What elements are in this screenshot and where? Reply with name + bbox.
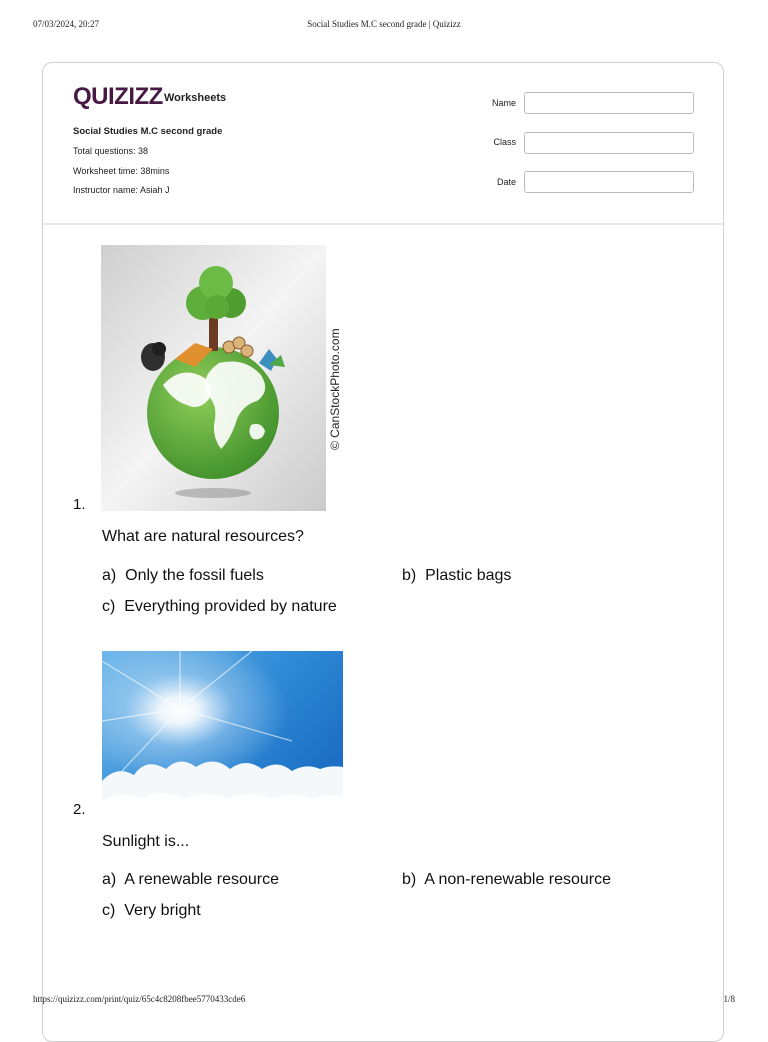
- option-letter: b): [402, 567, 417, 584]
- print-page-number: 1/8: [723, 994, 735, 1004]
- question-number: 1.: [73, 496, 86, 513]
- print-datetime: 07/03/2024, 20:27: [33, 19, 100, 29]
- option-c: [102, 598, 337, 616]
- option-letter: c): [102, 902, 116, 919]
- total-questions: Total questions: 38: [73, 146, 149, 156]
- option-letter: c): [102, 598, 116, 615]
- name-label: Name: [491, 98, 516, 108]
- option-text: A non-renewable resource: [424, 871, 612, 888]
- question-text: What are natural resources?: [102, 528, 304, 545]
- option-text: Plastic bags: [425, 567, 512, 584]
- image-watermark: © CanStockPhoto.com: [328, 328, 342, 450]
- option-a: [102, 567, 264, 585]
- name-field[interactable]: [524, 92, 694, 114]
- option-letter: a): [102, 567, 117, 584]
- worksheet-title: Social Studies M.C second grade: [73, 126, 223, 137]
- option-text: Very bright: [124, 902, 201, 919]
- option-letter: b): [402, 871, 417, 888]
- option-text: Everything provided by nature: [124, 598, 337, 615]
- worksheet-card: [42, 62, 724, 1042]
- print-title: Social Studies M.C second grade | Quizizz: [307, 19, 461, 29]
- worksheets-label: Worksheets: [164, 92, 227, 104]
- date-field[interactable]: [524, 171, 694, 193]
- instructor-name: Instructor name: Asiah J: [73, 185, 170, 195]
- class-field[interactable]: [524, 132, 694, 154]
- natural-resources-image: [101, 245, 342, 511]
- worksheet-header: [43, 63, 723, 225]
- question-number: 2.: [73, 801, 86, 818]
- print-url: https://quizizz.com/print/quiz/65c4c8208fbee5770433cde6: [33, 994, 246, 1004]
- question-text: Sunlight is...: [102, 833, 190, 850]
- class-label: Class: [493, 137, 516, 147]
- option-letter: a): [102, 871, 117, 888]
- worksheet-time: Worksheet time: 38mins: [73, 166, 170, 176]
- sun-sky-illustration: [102, 651, 343, 816]
- option-a: [102, 871, 279, 889]
- option-text: A renewable resource: [124, 871, 280, 888]
- option-b: [402, 567, 511, 585]
- option-text: Only the fossil fuels: [125, 567, 264, 584]
- quizizz-logo: QUIZIZZ: [73, 83, 163, 110]
- option-b: [402, 871, 611, 889]
- earth-tree-illustration: [101, 245, 342, 511]
- sunlight-image: [102, 651, 343, 816]
- date-label: Date: [496, 177, 516, 187]
- option-c: [102, 902, 201, 920]
